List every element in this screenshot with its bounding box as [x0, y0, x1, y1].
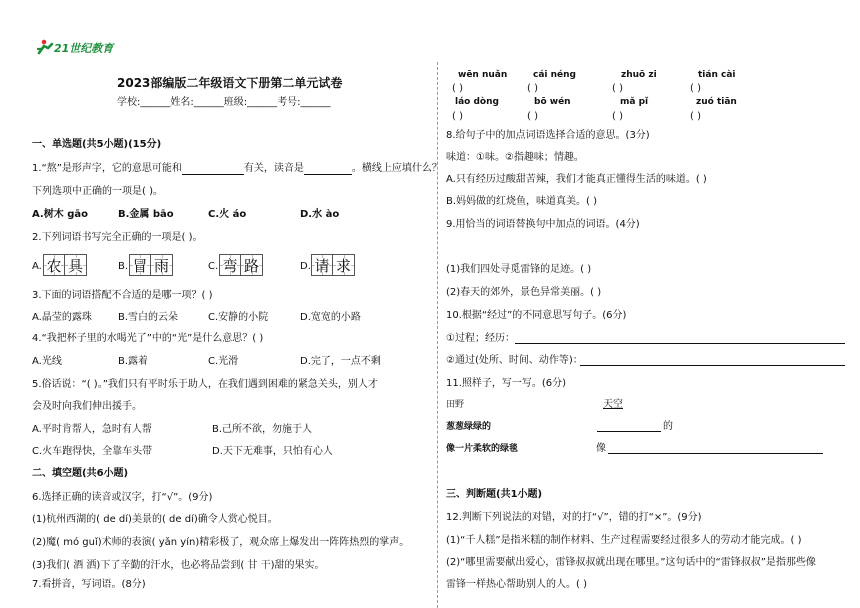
tianzige-cell: 弯	[219, 254, 241, 276]
pinyin: cái néng	[533, 70, 576, 80]
question-9-2[interactable]: (2)春天的郊外，景色异常美丽。( )	[446, 287, 602, 298]
q5-option-b[interactable]: B.己所不欲，勿施于人	[212, 424, 313, 435]
q11-item-2-left: 葱葱绿绿的	[446, 422, 492, 432]
tianzige-cell: 农	[43, 254, 65, 276]
q3-option-b[interactable]: B.雪白的云朵	[118, 312, 179, 323]
logo-text: 21世纪教育	[54, 42, 114, 55]
answer-box[interactable]: ( )	[452, 111, 463, 122]
q3-option-c[interactable]: C.安静的小院	[208, 312, 269, 323]
q11-example-right: 天空	[603, 399, 623, 410]
q4-option-d[interactable]: D.完了，一点不剩	[300, 356, 381, 367]
q1-option-b[interactable]: B.金属 bāo	[118, 209, 174, 220]
question-12-stem: 12.判断下列说法的对错，对的打“√”，错的打“×”。(9分)	[446, 512, 702, 523]
q1-option-a[interactable]: A.树木 gāo	[32, 209, 88, 220]
tianzige-cell: 求	[333, 254, 355, 276]
blank[interactable]	[182, 164, 244, 175]
q5-option-c[interactable]: C.火车跑得快，全靠车头带	[32, 446, 153, 457]
q3-option-d[interactable]: D.宽宽的小路	[300, 312, 361, 323]
question-1-prompt: 下列选项中正确的一项是( )。	[32, 186, 163, 197]
answer-box[interactable]: ( )	[690, 111, 701, 122]
pinyin: bō wén	[534, 97, 571, 107]
answer-line[interactable]	[608, 453, 823, 454]
question-5-stem-cont: 会及时向我们伸出援手。	[32, 401, 142, 412]
question-8-a[interactable]: A.只有经历过酸甜苦辣，我们才能真正懂得生活的味道。( )	[446, 174, 707, 185]
q3-option-a[interactable]: A.晶莹的露珠	[32, 312, 92, 323]
answer-line[interactable]	[515, 343, 845, 344]
question-9-1[interactable]: (1)我们四处寻觅雷锋的足迹。( )	[446, 264, 592, 275]
logo	[37, 39, 114, 55]
question-9-stem: 9.用恰当的词语替换句中加点的词语。(4分)	[446, 219, 640, 230]
answer-box[interactable]: ( )	[612, 83, 623, 94]
question-8-meaning: 味道：①味。②指趣味；情趣。	[446, 152, 584, 163]
question-12-2-cont[interactable]: 雷锋一样热心帮助别人的人。( )	[446, 579, 587, 590]
question-3-stem: 3.下面的词语搭配不合适的是哪一项？( )	[32, 290, 213, 301]
pinyin: zuó tiān	[696, 97, 737, 107]
question-10-2-label: ②通过(处所、时间、动作等)：	[446, 355, 583, 366]
answer-box[interactable]: ( )	[527, 111, 538, 122]
q11-item-2-suffix: 的	[663, 421, 673, 432]
question-10-stem: 10.根据“经过”的不同意思写句子。(6分)	[446, 310, 627, 321]
question-12-2[interactable]: (2)“哪里需要献出爱心，雷锋叔叔就出现在哪里。”这句话中的“雷锋叔叔”是指那些像	[446, 557, 816, 568]
answer-box[interactable]: ( )	[690, 83, 701, 94]
question-7-stem: 7.看拼音，写词语。(8分)	[32, 579, 146, 590]
q4-option-c[interactable]: C.光滑	[208, 356, 239, 367]
q11-item-3-left: 像一片柔软的绿毯	[446, 444, 519, 454]
question-5-stem: 5.俗话说：“( )。”我们只有平时乐于助人，在我们遇到困难的紧急关头，别人才	[32, 379, 378, 390]
pinyin: zhuō zi	[621, 70, 657, 80]
pinyin: wēn nuǎn	[458, 70, 508, 80]
question-11-stem: 11.照样子，写一写。(6分)	[446, 378, 567, 389]
answer-line[interactable]	[597, 431, 661, 432]
answer-box[interactable]: ( )	[612, 111, 623, 122]
tianzige-cell: 具	[65, 254, 87, 276]
section-3-title: 三、判断题(共1小题)	[446, 489, 543, 500]
question-6-1[interactable]: (1)杭州西湖的( de dí)美景的( de dí)确令人赏心悦目。	[32, 514, 278, 525]
answer-line[interactable]	[580, 365, 845, 366]
q11-example-left: 田野	[446, 400, 465, 410]
question-4-stem: 4.“我把杯子里的水喝光了”中的“光”是什么意思？( )	[32, 333, 264, 344]
answer-box[interactable]: ( )	[527, 83, 538, 94]
question-6-3[interactable]: (3)我们( 酒 洒)下了辛勤的汗水，也必将品尝到( 甘 干)甜的果实。	[32, 560, 325, 571]
q1-option-d[interactable]: D.水 ào	[300, 209, 340, 220]
question-1-stem: 1.“熬”是形声字，它的意思可能和 有关，读音是 。横线上应填什么？	[32, 163, 442, 174]
question-8-b[interactable]: B.妈妈做的红烧鱼，味道真美。( )	[446, 196, 598, 207]
question-12-1[interactable]: (1)“千人糕”是指米糕的制作材料、生产过程需要经过很多人的劳动才能完成。( )	[446, 535, 802, 546]
section-1-title: 一、单选题(共5小题)(15分)	[32, 139, 162, 150]
question-6-stem: 6.选择正确的读音或汉字，打“√”。(9分)	[32, 492, 213, 503]
q5-option-d[interactable]: D.天下无难事，只怕有心人	[212, 446, 333, 457]
q1-option-c[interactable]: C.火 áo	[208, 209, 247, 220]
answer-box[interactable]: ( )	[452, 83, 463, 94]
question-10-1-label: ①过程；经历：	[446, 333, 515, 344]
question-8-stem: 8.给句子中的加点词语选择合适的意思。(3分)	[446, 130, 650, 141]
question-2-stem: 2.下列词语书写完全正确的一项是( )。	[32, 232, 203, 243]
pinyin: mǎ pǐ	[620, 97, 649, 107]
q4-option-b[interactable]: B.露着	[118, 356, 149, 367]
tianzige-cell: 路	[241, 254, 263, 276]
section-2-title: 二、填空题(共6小题)	[32, 468, 129, 479]
q5-option-a[interactable]: A.平时肯帮人，急时有人帮	[32, 424, 152, 435]
student-info-line: 学校:______姓名:______班级:______考号:______	[117, 97, 331, 108]
blank[interactable]	[304, 164, 352, 175]
page-title: 2023部编版二年级语文下册第二单元试卷	[117, 76, 343, 90]
tianzige-cell: 冒	[129, 254, 151, 276]
question-6-2[interactable]: (2)魔( mó guǐ)术师的表演( yǎn yín)精彩极了，观众席上爆发出一阵阵热烈的掌声。	[32, 537, 410, 548]
tianzige-cell: 雨	[151, 254, 173, 276]
pinyin: tián cài	[698, 70, 736, 80]
tianzige-cell: 请	[311, 254, 333, 276]
column-divider	[437, 62, 438, 608]
pinyin: láo dòng	[455, 97, 499, 107]
q11-item-3-prefix: 像	[596, 443, 606, 454]
q4-option-a[interactable]: A.光线	[32, 356, 62, 367]
